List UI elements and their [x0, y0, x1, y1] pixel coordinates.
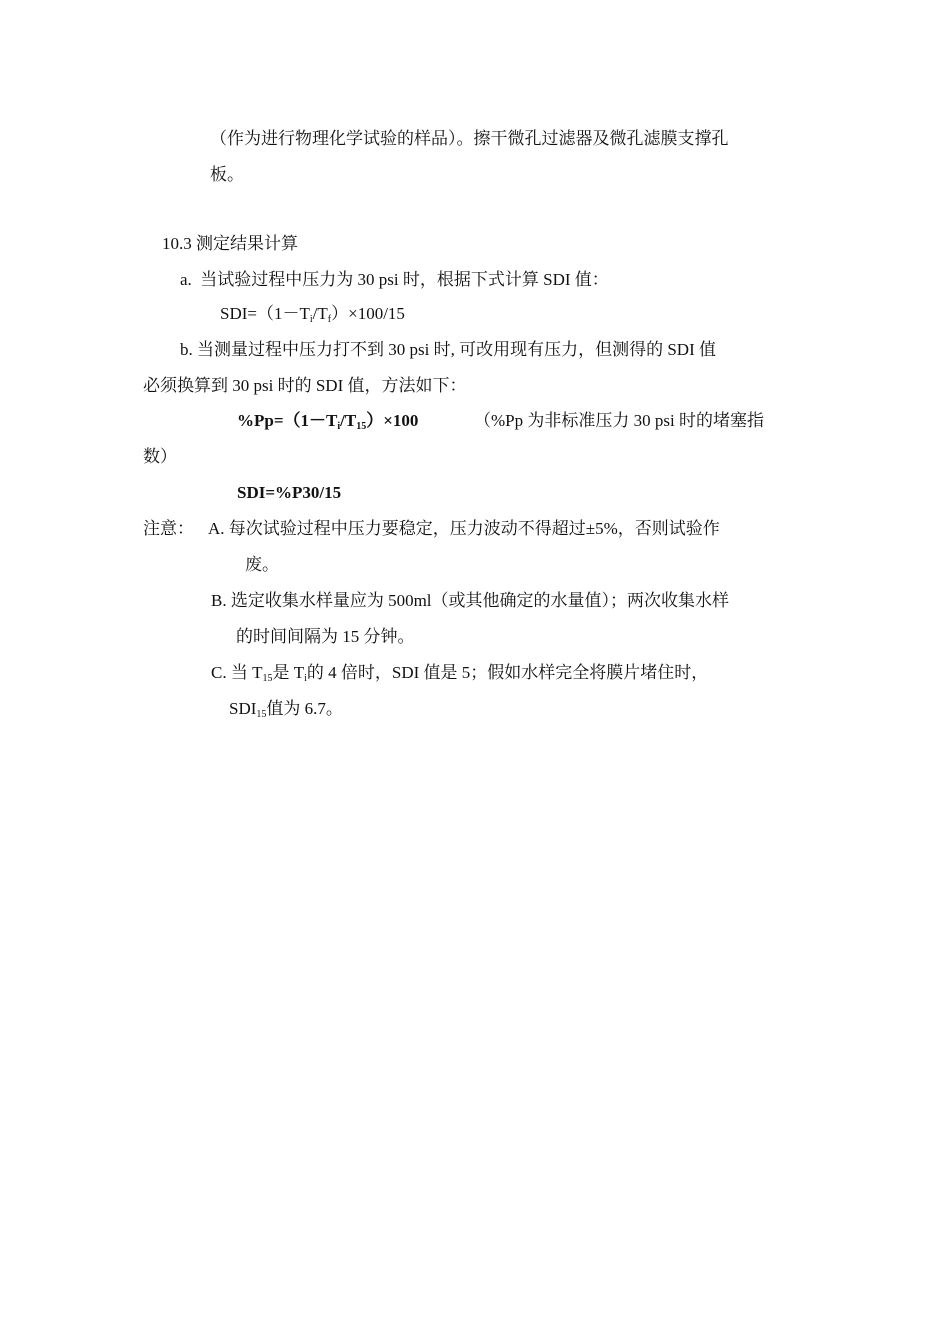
note-c-line-1: C. 当 $T_{15}$是 $T_i$的 4 倍时，SDI 值是 5；假如水样完全将膜片堵住时，: [211, 663, 709, 684]
top-paragraph-line-2: 板。: [210, 165, 244, 184]
note-a-line-2: 废。: [245, 555, 279, 574]
formula-pp-note-line-2: 数）: [143, 447, 177, 466]
notes-label: 注意：: [143, 519, 194, 538]
item-a-text: 当试验过程中压力为 30 psi 时，根据下式计算 SDI 值：: [200, 270, 609, 289]
note-a-line-1: A. 每次试验过程中压力要稳定，压力波动不得超过±5%，否则试验作: [208, 519, 720, 538]
formula-pp: $\%Pp=(1-T_i/T_{15})\times 100$: [237, 411, 419, 432]
note-b-line-2: 的时间间隔为 15 分钟。: [236, 627, 415, 646]
item-b-line-2: 必须换算到 30 psi 时的 SDI 值，方法如下：: [143, 376, 467, 395]
formula-sdi-converted: SDI=%P30/15: [237, 483, 342, 502]
section-heading: 10.3 测定结果计算: [162, 234, 298, 253]
note-c-line-2: $SDI_{15}$值为 6.7。: [229, 699, 343, 720]
item-a: [180, 269, 609, 291]
item-b-line-1: b. 当测量过程中压力打不到 30 psi 时, 可改用现有压力，但测得的 SDI 值: [180, 340, 716, 359]
note-b-line-1: B. 选定收集水样量应为 500ml（或其他确定的水量值）；两次收集水样: [211, 591, 730, 610]
top-paragraph-line-1: （作为进行物理化学试验的样品）。擦干微孔过滤器及微孔滤膜支撑孔: [210, 129, 729, 148]
formula-sdi: $SDI=(1-T_i/T_f)\times 100/15$: [220, 304, 405, 325]
item-a-marker: a.: [180, 270, 192, 289]
formula-pp-note-line-1: （%Pp 为非标准压力 30 psi 时的堵塞指: [474, 411, 764, 430]
